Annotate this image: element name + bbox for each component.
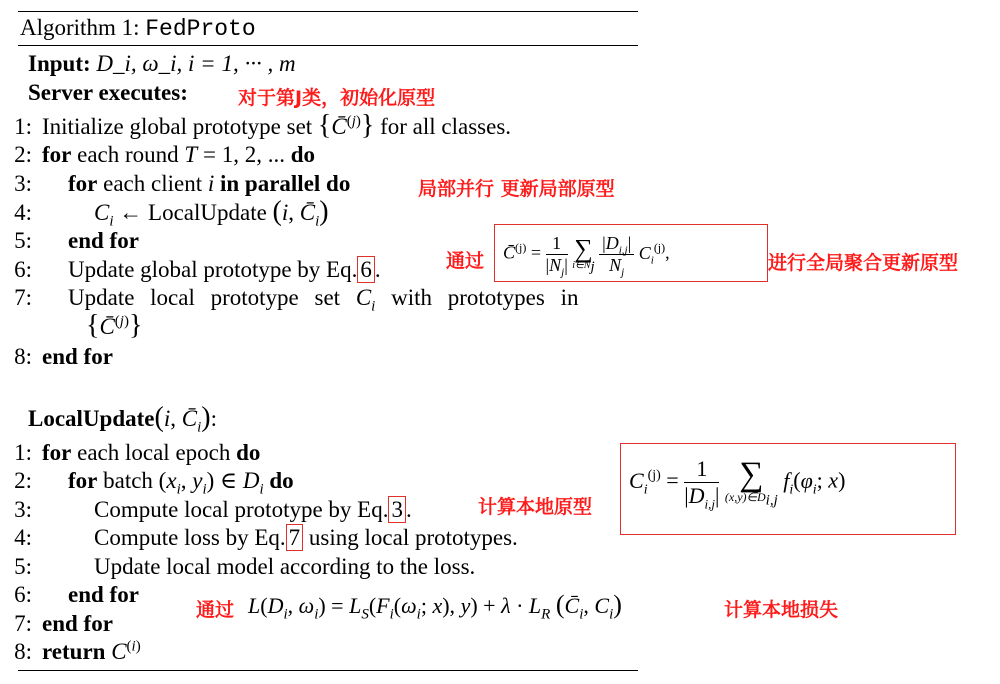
global-note-prefix: 通过 <box>446 250 485 272</box>
algorithm-name: FedProto <box>145 16 256 42</box>
server-line-8: 8: end for <box>14 344 113 369</box>
bottom-rule <box>18 670 638 671</box>
parallel-note: 局部并行 更新局部原型 <box>418 178 615 200</box>
server-line-5: 5: end for <box>14 228 139 253</box>
eq-ref-7[interactable]: 7 <box>286 524 304 551</box>
server-line-6: 6: Update global prototype by Eq. 6 . <box>14 257 381 282</box>
local-line-7: 7: end for <box>14 611 113 636</box>
loss-note-suffix: 计算本地损失 <box>724 599 839 621</box>
local-formula: $C_i^{(j)}$ = $\frac{1}{|D_{i,j}|}$ ∑ $(x,y)\in D_{i,j}$ $f_i(\varphi_i$; x) <box>629 456 846 512</box>
local-update-header: LocalUpdate(i, $C̄_i$): <box>28 402 217 436</box>
local-line-8: 8: return $C^{(i)}$ <box>14 638 141 664</box>
server-line-1: 1: Initialize global prototype set {C̄$^{(j)}$} for all classes. <box>14 110 512 141</box>
local-line-4: 4: Compute loss by Eq. 7 using local prototypes. <box>14 525 518 550</box>
loss-note-prefix: 通过 <box>196 599 235 621</box>
title-rule <box>18 45 638 46</box>
input-line: Input: D_i, ω_i, i = 1, ··· , m <box>28 51 296 76</box>
server-line-7: 7: Update local prototype set $C_i$ with prototypes in <box>14 285 579 315</box>
server-note: 对于第J类，初始化原型 <box>238 87 436 109</box>
server-line-7-cont: {C̄$^{(j)}$} <box>86 310 143 341</box>
top-rule <box>18 11 638 12</box>
eq-ref-6[interactable]: 6 <box>357 256 375 283</box>
server-line-4: 4: $C_i$ ← LocalUpdate (i, $C̄_i$) <box>14 196 329 230</box>
input-vars: D_i, ω_i, i = 1, ··· , m <box>96 51 296 76</box>
eq-ref-3[interactable]: 3 <box>388 496 406 523</box>
local-line-5: 5: Update local model according to the loss. <box>14 554 476 579</box>
server-executes: Server executes: <box>28 80 188 105</box>
local-prototype-note: 计算本地原型 <box>478 496 593 518</box>
algorithm-title: Algorithm 1: FedProto <box>20 15 256 42</box>
server-line-2: 2: for each round T = 1, 2, ... do <box>14 142 315 167</box>
server-line-3: 3: for each client i in parallel do <box>14 171 351 196</box>
local-line-3: 3: Compute local prototype by Eq. 3 . <box>14 497 412 522</box>
local-line-1: 1: for each local epoch do <box>14 440 261 465</box>
local-line-6: 6: end for <box>14 582 139 607</box>
loss-formula: $L(D_i$, $\omega_i) = L_S(F_i(\omega_i$; x), $y) + \lambda \cdot L_R$ ($C̄_i$, $C_i$) <box>248 590 622 623</box>
global-formula-box <box>494 224 768 282</box>
local-formula-box <box>620 443 956 535</box>
global-formula: C̄$^{(j)}$ = $\frac{1}{|N_j|}$ ∑ $i\in N_j$ $\frac{|D_{i,j}|}{N_j}$ $C_i^{(j)}$, <box>503 233 670 279</box>
local-line-2: 2: for batch ($x_i$, $y_i$) ∈ $D_i$ do <box>14 468 294 498</box>
global-note-suffix: 进行全局聚合更新原型 <box>768 252 959 274</box>
